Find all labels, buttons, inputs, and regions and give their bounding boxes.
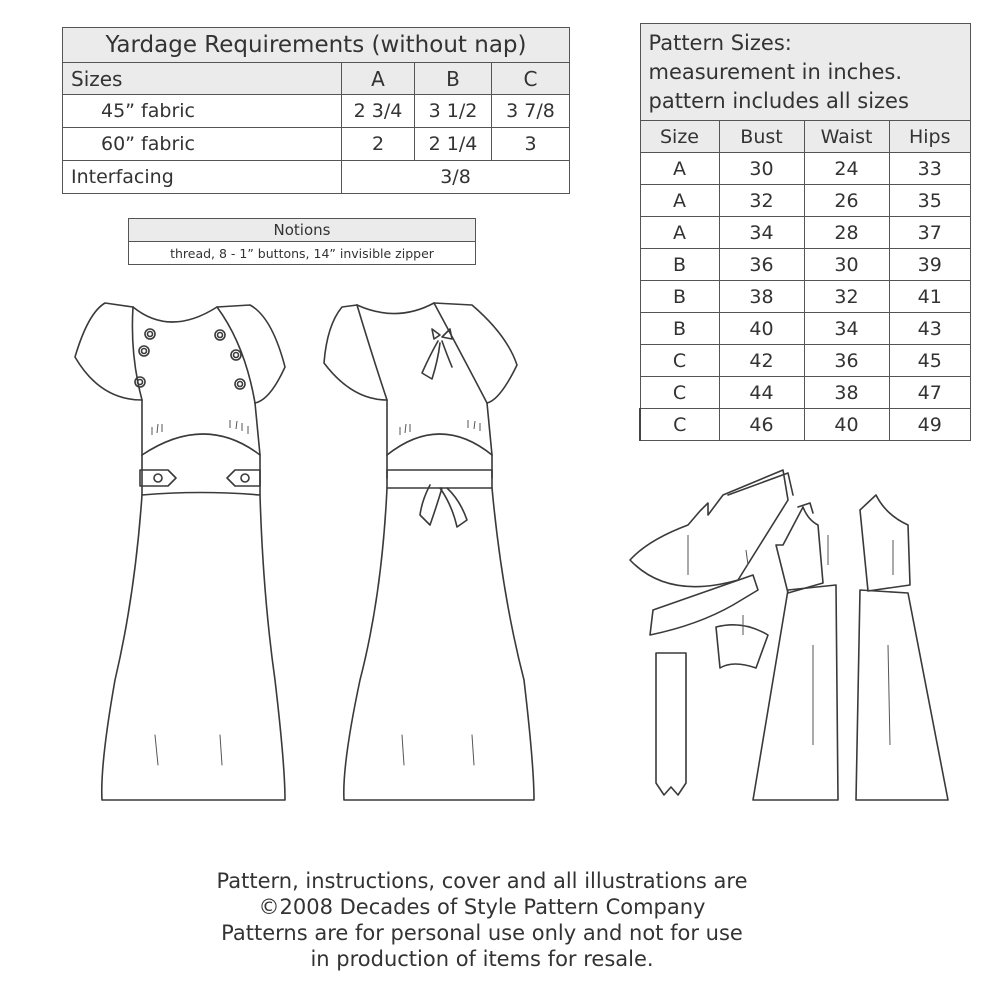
size-cell: 24	[804, 153, 889, 185]
size-cell: 44	[719, 377, 804, 409]
size-cell: 41	[889, 281, 971, 313]
size-cell: C	[640, 377, 719, 409]
size-cell: A	[640, 185, 719, 217]
size-cell: 37	[889, 217, 971, 249]
pattern-sizes-title-line: pattern includes all sizes	[648, 88, 909, 113]
size-cell: 35	[889, 185, 971, 217]
size-cell: 36	[719, 249, 804, 281]
size-cell: A	[640, 153, 719, 185]
size-cell: 38	[719, 281, 804, 313]
size-cell: 42	[719, 345, 804, 377]
table-row	[640, 249, 971, 281]
footer-line: Pattern, instructions, cover and all illustrations are	[216, 869, 748, 893]
table-row	[63, 95, 570, 128]
size-cell: 34	[719, 217, 804, 249]
header-waist: Waist	[804, 121, 889, 153]
notions-title: Notions	[129, 219, 476, 242]
interfacing-label: Interfacing	[63, 161, 342, 194]
pattern-sizes-title-line: measurement in inches.	[648, 59, 903, 84]
pattern-sizes-title-line: Pattern Sizes:	[648, 30, 792, 55]
yardage-sizes-label: Sizes	[63, 63, 342, 95]
size-cell: 45	[889, 345, 971, 377]
size-cell: 33	[889, 153, 971, 185]
yardage-col-b: B	[415, 63, 492, 95]
notions-text: thread, 8 - 1” buttons, 14” invisible zipper	[129, 242, 476, 265]
yardage-table	[62, 27, 570, 194]
size-cell: 32	[804, 281, 889, 313]
size-cell: C	[640, 345, 719, 377]
size-cell: 34	[804, 313, 889, 345]
table-row	[640, 345, 971, 377]
size-cell: 40	[719, 313, 804, 345]
size-cell: 30	[804, 249, 889, 281]
yardage-cell: 2 3/4	[342, 95, 415, 128]
size-cell: 28	[804, 217, 889, 249]
dress-front-illustration	[60, 295, 330, 810]
yardage-cell: 3 1/2	[415, 95, 492, 128]
size-cell: 47	[889, 377, 971, 409]
footer-line: in production of items for resale.	[310, 947, 654, 971]
size-cell: 40	[804, 409, 889, 441]
yardage-title: Yardage Requirements (without nap)	[63, 28, 570, 63]
size-cell: 39	[889, 249, 971, 281]
size-cell: 30	[719, 153, 804, 185]
yardage-cell: 3 7/8	[492, 95, 570, 128]
pattern-sizes-title	[640, 24, 971, 121]
yardage-header-row	[63, 63, 570, 95]
pattern-sizes-header-row	[640, 121, 971, 153]
size-cell: B	[640, 313, 719, 345]
table-row	[640, 153, 971, 185]
yardage-col-a: A	[342, 63, 415, 95]
footer-line: ©2008 Decades of Style Pattern Company	[258, 895, 706, 919]
header-hips: Hips	[889, 121, 971, 153]
footer-line: Patterns are for personal use only and not for use	[221, 921, 743, 945]
size-cell: 43	[889, 313, 971, 345]
yardage-col-c: C	[492, 63, 570, 95]
size-cell: B	[640, 281, 719, 313]
pattern-pieces-illustration	[628, 465, 958, 805]
size-cell: C	[640, 409, 719, 441]
yardage-row-label: 60” fabric	[63, 128, 342, 161]
size-cell: 32	[719, 185, 804, 217]
size-cell: 38	[804, 377, 889, 409]
table-row	[640, 313, 971, 345]
size-cell: A	[640, 217, 719, 249]
dress-back-illustration	[312, 295, 562, 810]
pattern-sizes-table	[639, 23, 971, 441]
size-cell: 36	[804, 345, 889, 377]
table-row	[640, 409, 971, 441]
size-cell: B	[640, 249, 719, 281]
yardage-cell: 2	[342, 128, 415, 161]
yardage-cell: 3	[492, 128, 570, 161]
size-cell: 26	[804, 185, 889, 217]
table-row	[640, 185, 971, 217]
copyright-footer	[0, 868, 964, 972]
interfacing-value: 3/8	[342, 161, 570, 194]
yardage-cell: 2 1/4	[415, 128, 492, 161]
yardage-row-label: 45” fabric	[63, 95, 342, 128]
table-row	[63, 161, 570, 194]
table-row	[63, 128, 570, 161]
header-size: Size	[640, 121, 719, 153]
table-row	[640, 217, 971, 249]
table-row	[640, 377, 971, 409]
header-bust: Bust	[719, 121, 804, 153]
notions-table	[128, 218, 476, 265]
table-row	[640, 281, 971, 313]
size-cell: 46	[719, 409, 804, 441]
size-cell: 49	[889, 409, 971, 441]
